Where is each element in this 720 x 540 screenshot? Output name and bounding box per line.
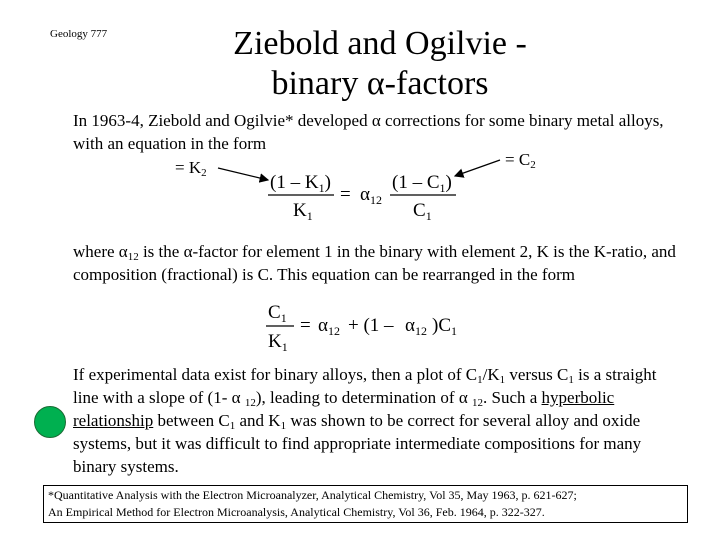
c2-sub: 2	[530, 159, 536, 171]
concl-text-9: between C	[153, 411, 230, 430]
eq2-close-term: )$C_1$	[432, 315, 457, 338]
intro-text-1: In 1963-4, Ziebold and Ogilvie* developed	[73, 111, 372, 130]
concl-sub-2: 1	[499, 374, 506, 386]
eq2-alpha: $\alpha_{12}$	[318, 315, 340, 338]
concl-text-11: was shown to be correct for several alloy and oxide systems, but it was difficult to find appropriate intermediate compositions for many binary systems.	[73, 411, 642, 476]
concl-sub-7: 1	[280, 420, 287, 432]
intro-text-2: corrections for some binary metal alloys, with an equation in the form	[73, 111, 664, 153]
def-text-1: where	[73, 242, 119, 261]
concl-text-1: If experimental data exist for binary alloys, then a plot of C	[73, 365, 478, 384]
eq2-denominator: $K_1$	[268, 331, 288, 354]
c2-text: = C	[505, 150, 531, 169]
concl-text-8: . Such a	[482, 388, 542, 407]
eq2-alpha-b: $\alpha_{12}$	[405, 315, 427, 338]
concl-sub-4: 12	[244, 397, 256, 409]
concl-alpha-2: α	[458, 388, 468, 407]
concl-text-6: ), leading to determination of	[255, 388, 459, 407]
k2-text: = K	[175, 158, 202, 177]
eq1-equals: =	[340, 184, 351, 205]
course-label: Geology 777	[50, 28, 108, 40]
concl-sub-1: 1	[477, 374, 483, 386]
concl-text-2: /K	[482, 365, 500, 384]
eq1-rhs-denominator: $C_1$	[413, 200, 432, 223]
def-alpha-2: α	[183, 242, 193, 261]
concl-text-10: and K	[235, 411, 281, 430]
k2-sub: 2	[201, 167, 207, 179]
intro-alpha: α	[371, 111, 381, 130]
concl-sub-3: 1	[568, 374, 574, 386]
concl-text-4: is a straight line with a slope of (1-	[73, 365, 657, 407]
title-alpha: α	[366, 65, 385, 102]
eq1-rhs-numerator: $(1 - C_1)$	[392, 172, 452, 195]
title-text-pre: binary	[271, 65, 367, 102]
eq2-plus-term: + (1 –	[348, 315, 394, 336]
eq2-equals: =	[300, 315, 311, 336]
title-line-1: Ziebold and Ogilvie -	[233, 25, 527, 62]
def-alpha: α	[118, 242, 128, 261]
conclusion-paragraph	[73, 363, 683, 478]
footnote-box	[43, 485, 688, 523]
hyperbolic-relationship-link[interactable]: hyperbolic relationship	[73, 388, 615, 430]
eq1-lhs-denominator: $K_1$	[293, 200, 313, 223]
concl-text-3: versus C	[505, 365, 569, 384]
eq1-alpha: $\alpha_{12}$	[360, 184, 382, 207]
concl-alpha: α	[231, 388, 241, 407]
concl-sub-6: 1	[229, 420, 236, 432]
eq2-numerator: $C_1$	[268, 302, 287, 325]
def-text-2: is the	[138, 242, 184, 261]
footnote-line-2: An Empirical Method for Electron Microanalysis, Analytical Chemistry, Vol 36, Feb. 1964, p. 322-327.	[48, 505, 545, 519]
action-button[interactable]	[34, 406, 66, 438]
def-text-3: -factor for element 1 in the binary with element 2, K is the K-ratio, and composition (fractional) is C. This equation can be rearranged in the form	[73, 242, 676, 284]
concl-sub-5: 12	[471, 397, 483, 409]
title-text-post: -factors	[384, 65, 489, 102]
eq1-lhs-numerator: $(1 - K_1)$	[270, 172, 331, 195]
footnote-line-1: *Quantitative Analysis with the Electron Microanalyzer, Analytical Chemistry, Vol 35, May 1963, p. 621-627;	[48, 488, 577, 502]
def-sub-12: 12	[127, 251, 139, 263]
